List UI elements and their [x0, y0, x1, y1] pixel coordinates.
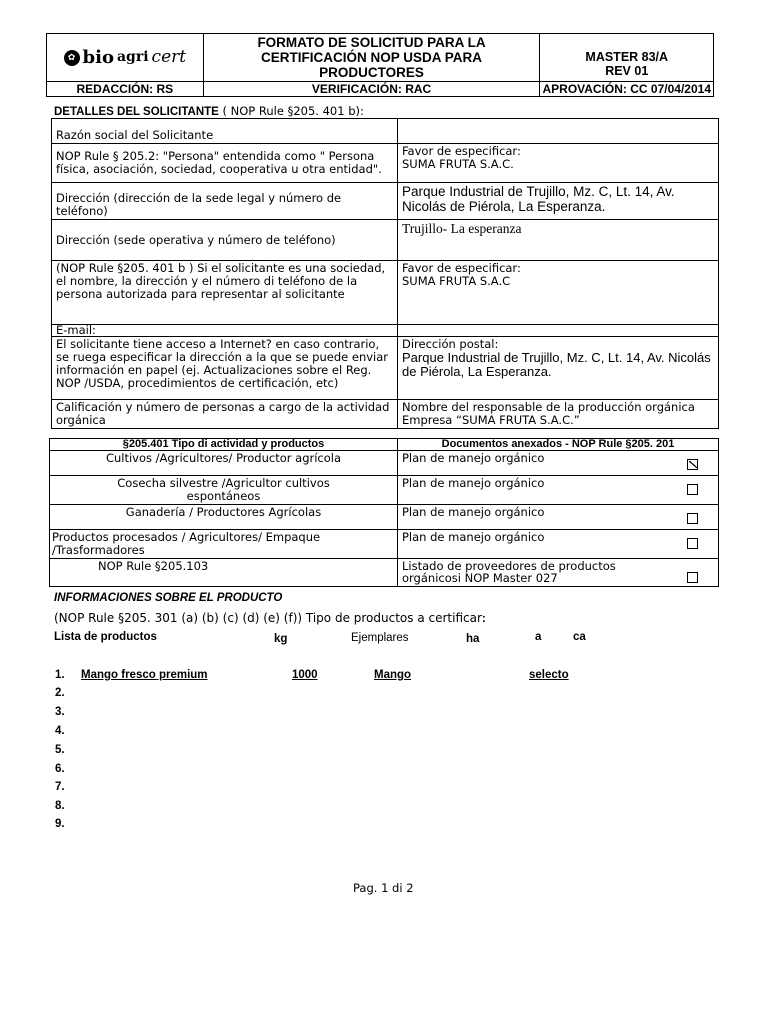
product-name[interactable]: Mango fresco premium	[81, 669, 208, 681]
activity-column-header: §205.401 Tipo di actividad y productos	[50, 439, 398, 451]
unit-option-ha[interactable]: ha	[466, 633, 480, 645]
activity-label: Ganadería / Productores Agrícolas	[50, 504, 398, 529]
document-cell: Listado de proveedores de productos orgánicosi NOP Master 027	[398, 558, 719, 587]
activity-label: Productos procesados / Agricultores/ Empaque /Trasformadores	[50, 529, 398, 558]
logo-emblem-icon: ✿	[64, 50, 80, 66]
document-cell: Plan de manejo orgánico	[398, 451, 719, 476]
header-table	[46, 33, 714, 97]
list-item: 9.	[55, 818, 65, 830]
page-number: Pag. 1 di 2	[353, 881, 414, 895]
logo-cell	[47, 34, 204, 82]
applicant-field-label: E-mail:	[52, 325, 398, 337]
verificacion-cell: VERIFICACIÓN: RAC	[203, 82, 540, 97]
bioagricert-logo: ✿ bio agri cert	[64, 48, 187, 68]
product-info-heading: INFORMACIONES SOBRE EL PRODUCTO	[54, 592, 283, 604]
unit-option-ejemplares[interactable]: Ejemplares	[351, 632, 409, 644]
table-row	[52, 119, 719, 144]
unit-option-kg[interactable]: kg	[274, 633, 288, 645]
applicant-details-table	[51, 118, 719, 429]
applicant-field-label: NOP Rule § 205.2: "Persona" entendida como " Persona física, asociación, sociedad, cooperativa u otra entidad".	[52, 144, 398, 183]
product-species[interactable]: Mango	[374, 669, 412, 681]
table-row	[52, 337, 719, 400]
table-row	[50, 504, 719, 529]
activity-checkbox[interactable]	[687, 513, 698, 524]
table-row	[50, 451, 719, 476]
list-item: 8.	[55, 800, 65, 812]
list-item: 4.	[55, 725, 65, 737]
list-item: 2.	[55, 687, 65, 699]
table-row	[50, 476, 719, 505]
table-header-row	[50, 439, 719, 451]
list-item: 5.	[55, 744, 65, 756]
master-code: MASTER 83/A REV 01	[540, 34, 714, 82]
list-item: 1. Mango fresco premium 1000 Mango selecto	[55, 669, 569, 681]
documents-column-header: Documentos anexados - NOP Rule §205. 201	[398, 439, 719, 451]
activity-label: Cosecha silvestre /Agricultor cultivos espontáneos	[50, 476, 398, 505]
applicant-heading: DETALLES DEL SOLICITANTE ( NOP Rule §205. 401 b):	[54, 104, 364, 118]
table-row	[52, 400, 719, 429]
applicant-field-value[interactable]	[398, 119, 719, 144]
table-row	[52, 144, 719, 183]
activity-label: Cultivos /Agricultores/ Productor agrícola	[50, 451, 398, 476]
table-row	[52, 325, 719, 337]
applicant-field-value[interactable]: Favor de especificar: SUMA FRUTA S.A.C	[398, 261, 719, 325]
unit-option-a[interactable]: a	[535, 631, 542, 643]
table-row	[50, 529, 719, 558]
activities-table	[49, 438, 719, 587]
applicant-field-label: El solicitante tiene acceso a Internet? en caso contrario, se ruega especificar la dirección a la que se puede enviar información en papel (ej. Actualizaciones sobre el Reg. NOP /USDA, procedimientos de certificación, etc)	[52, 337, 398, 400]
activity-checkbox[interactable]	[687, 484, 698, 495]
aprobacion-cell: APROVACIÓN: CC 07/04/2014	[540, 82, 714, 97]
list-item: 3.	[55, 706, 65, 718]
unit-option-ca[interactable]: ca	[573, 631, 586, 643]
table-row	[50, 558, 719, 587]
document-title: FORMATO DE SOLICITUD PARA LA CERTIFICACIÓN NOP USDA PARA PRODUCTORES	[203, 34, 540, 82]
applicant-field-value[interactable]: Favor de especificar: SUMA FRUTA S.A.C.	[398, 144, 719, 183]
applicant-field-label: Dirección (dirección de la sede legal y número de teléfono)	[52, 183, 398, 220]
applicant-field-value[interactable]: Dirección postal: Parque Industrial de Trujillo, Mz. C, Lt. 14, Av. Nicolás de Piérola, La Esperanza.	[398, 337, 719, 400]
document-cell: Plan de manejo orgánico	[398, 529, 719, 558]
product-quantity[interactable]: 1000	[292, 669, 318, 681]
table-row	[52, 220, 719, 261]
product-list-label: Lista de productos	[54, 631, 157, 643]
applicant-field-label: (NOP Rule §205. 401 b ) Si el solicitante es una sociedad, el nombre, la dirección y el número di teléfono de la persona autorizada para representar al solicitante	[52, 261, 398, 325]
applicant-field-label: Razón social del Solicitante	[52, 119, 398, 144]
activity-label: NOP Rule §205.103	[50, 558, 398, 587]
activity-checkbox[interactable]	[687, 538, 698, 549]
applicant-field-label: Calificación y número de personas a cargo de la actividad orgánica	[52, 400, 398, 429]
applicant-field-value[interactable]: Nombre del responsable de la producción orgánica Empresa “SUMA FRUTA S.A.C.”	[398, 400, 719, 429]
table-row	[52, 261, 719, 325]
applicant-field-value[interactable]: Parque Industrial de Trujillo, Mz. C, Lt. 14, Av. Nicolás de Piérola, La Esperanza.	[398, 183, 719, 220]
document-cell: Plan de manejo orgánico	[398, 476, 719, 505]
document-cell: Plan de manejo orgánico	[398, 504, 719, 529]
product-grade[interactable]: selecto	[529, 669, 569, 681]
redaccion-cell: REDACCIÓN: RS	[47, 82, 204, 97]
activity-checkbox[interactable]	[687, 572, 698, 583]
applicant-field-label: Dirección (sede operativa y número de teléfono)	[52, 220, 398, 261]
product-rule-line: (NOP Rule §205. 301 (a) (b) (c) (d) (e) (f)) Tipo de productos a certificar:	[54, 611, 486, 625]
applicant-field-value[interactable]	[398, 325, 719, 337]
list-item: 6.	[55, 763, 65, 775]
table-row	[52, 183, 719, 220]
list-item: 7.	[55, 781, 65, 793]
applicant-field-value[interactable]: Trujillo- La esperanza	[398, 220, 719, 261]
activity-checkbox[interactable]	[687, 459, 698, 470]
